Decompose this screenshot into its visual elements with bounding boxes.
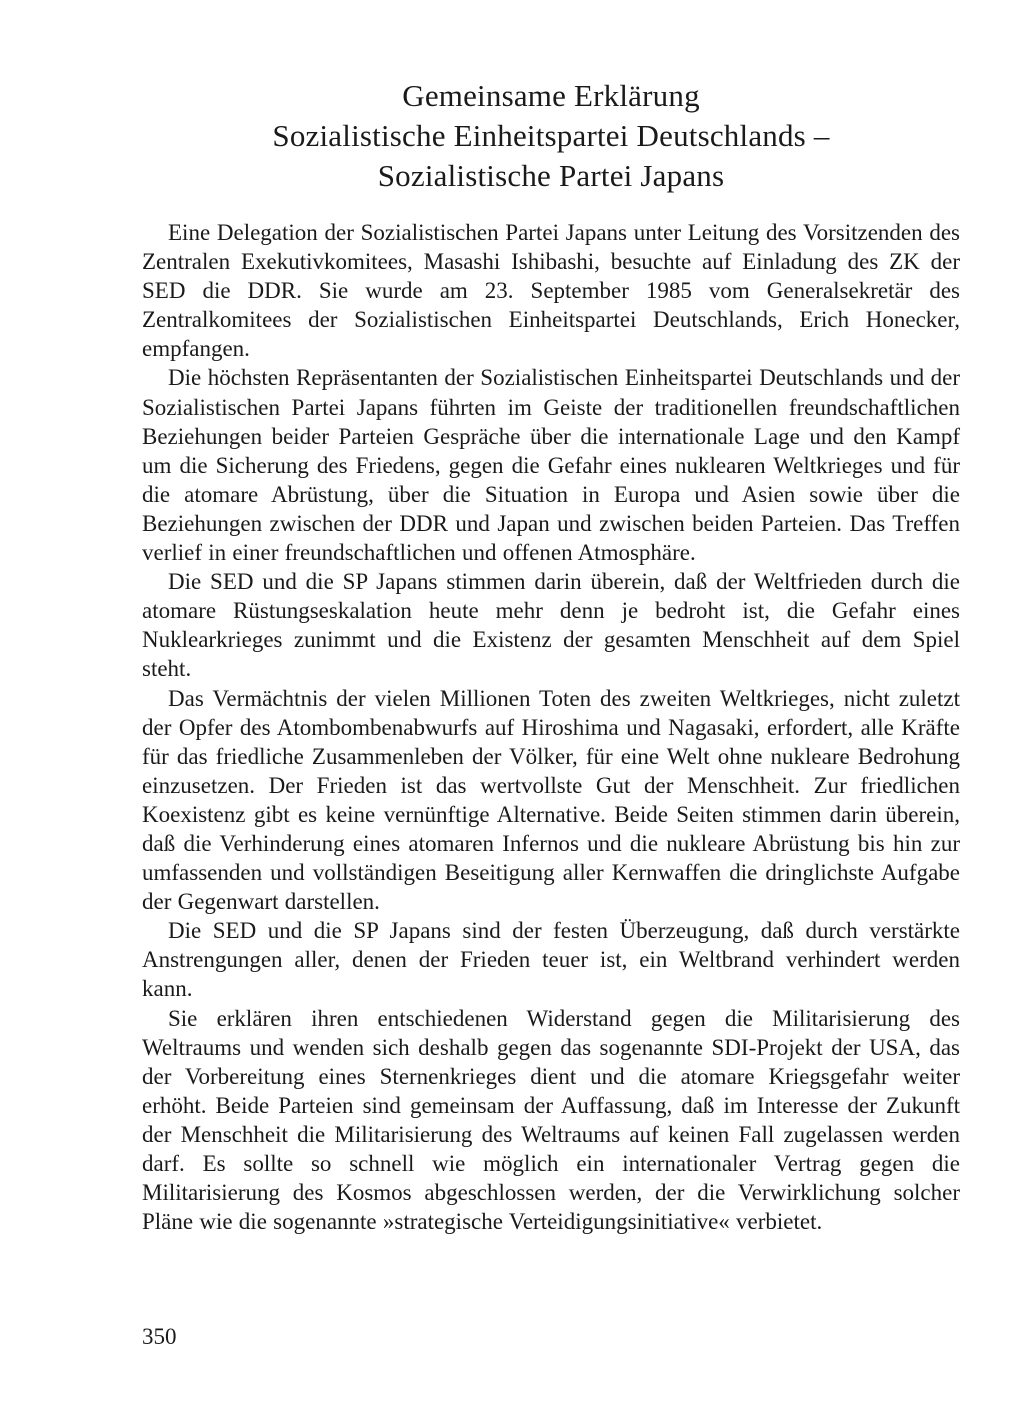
title-line-3: Sozialistische Partei Japans xyxy=(377,158,725,193)
paragraph-4: Das Vermächtnis der vielen Millionen Toten des zweiten Weltkrieges, nicht zuletzt der Opfer des Atombombenabwurfs auf Hiroshima und Nagasaki, erfordert, alle Kräfte für das friedliche Zusammenleben der Völker, für eine Welt ohne nukleare Bedrohung einzusetzen. Der Frieden ist das wertvollste Gut der Menschheit. Zur friedlichen Koexistenz gibt es keine vernünftige Alternative. Beide Seiten stimmen darin überein, daß die Verhinderung eines atomaren Infernos und die nukleare Abrüstung bis hin zur umfassenden und vollständigen Beseitigung aller Kernwaffen die dringlichste Aufgabe der Gegenwart darstellen. xyxy=(142,685,960,915)
paragraph-2: Die höchsten Repräsentanten der Sozialistischen Einheitspartei Deutschlands und der Sozialistischen Partei Japans führten im Geiste der traditionellen freundschaftlichen Beziehungen beider Parteien Gespräche über die internationale Lage und den Kampf um die Sicherung des Friedens, gegen die Gefahr eines nuklearen Weltkrieges und für die atomare Abrüstung, über die Situation in Europa und Asien sowie über die Beziehungen zwischen der DDR und Japan und zwischen beiden Parteien. Das Treffen verlief in einer freundschaftlichen und offenen Atmosphäre. xyxy=(142,365,960,566)
paragraph-6: Sie erklären ihren entschiedenen Widerstand gegen die Militarisierung des Weltraums und wenden sich deshalb gegen das sogenannte SDI-Projekt der USA, das der Vorbereitung eines Sternenkrieges dient und die atomare Kriegsgefahr weiter erhöht. Beide Parteien sind gemeinsam der Auffassung, daß im Interesse der Zukunft der Menschheit die Militarisierung des Weltraums auf keinen Fall zugelassen werden darf. Es sollte so schnell wie möglich ein internationaler Vertrag gegen die Militarisierung des Kosmos abgeschlossen werden, der die Verwirklichung solcher Pläne wie die sogenannte »strategische Verteidigungsinitiative« verbietet. xyxy=(142,1005,960,1235)
document-page xyxy=(142,76,960,1236)
document-title xyxy=(142,76,960,196)
page-number: 350 xyxy=(142,1324,177,1349)
title-line-1: Gemeinsame Erklärung xyxy=(402,78,700,113)
paragraph-1: Eine Delegation der Sozialistischen Partei Japans unter Leitung des Vorsitzenden des Zentralen Exekutivkomitees, Masashi Ishibashi, besuchte auf Einladung des ZK der SED die DDR. Sie wurde am 23. September 1985 vom Generalsekretär des Zentralkomitees der Sozialistischen Einheitspartei Deutschlands, Erich Honecker, empfangen. xyxy=(142,220,960,362)
paragraph-5: Die SED und die SP Japans sind der festen Überzeugung, daß durch verstärkte Anstrengungen aller, denen der Frieden teuer ist, ein Weltbrand verhindert werden kann. xyxy=(142,918,960,1002)
title-line-2: Sozialistische Einheitspartei Deutschlands – xyxy=(272,118,830,153)
body-text xyxy=(142,218,960,1236)
paragraph-3: Die SED und die SP Japans stimmen darin überein, daß der Weltfrieden durch die atomare Rüstungseskalation heute mehr denn je bedroht ist, die Gefahr eines Nuklearkrieges zunimmt und die Existenz der gesamten Menschheit auf dem Spiel steht. xyxy=(142,569,960,682)
